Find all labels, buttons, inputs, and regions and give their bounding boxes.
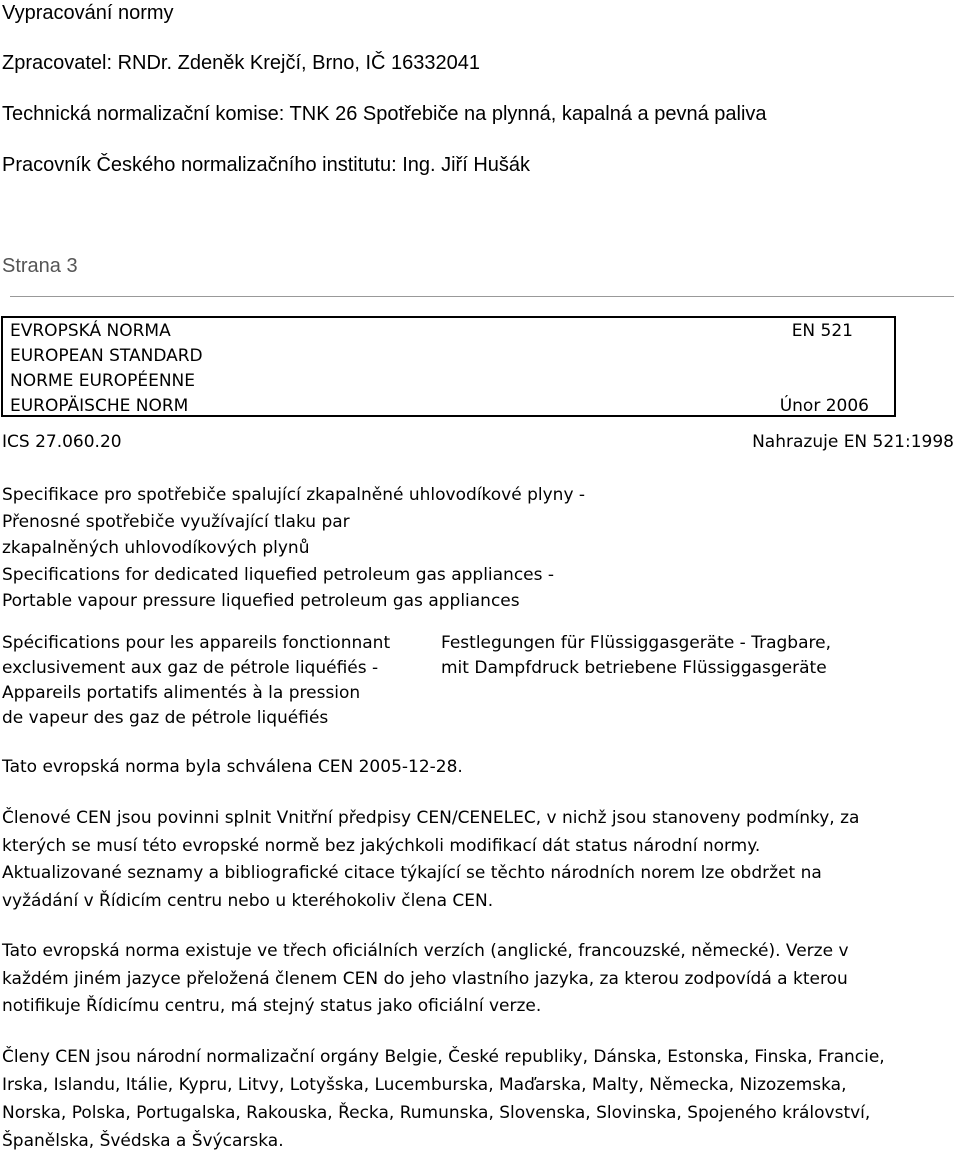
header-committee: Technická normalizační komise: TNK 26 Spotřebiče na plynná, kapalná a pevná paliva <box>2 103 767 125</box>
title-block <box>2 482 585 615</box>
page-label: Strana 3 <box>2 255 78 277</box>
title-line: Přenosné spotřebiče využívající tlaku par <box>2 511 350 532</box>
norm-date: Únor 2006 <box>779 396 869 416</box>
paragraph-members-list <box>2 1043 885 1155</box>
paragraph-versions <box>2 938 849 1021</box>
norm-name-de: EUROPÄISCHE NORM <box>10 396 189 416</box>
approval-statement: Tato evropská norma byla schválena CEN 2005-12-28. <box>2 757 463 777</box>
title-line: Portable vapour pressure liquefied petroleum gas appliances <box>2 591 520 611</box>
paragraph-line: notifikuje Řídicímu centru, má stejný status jako oficiální verze. <box>2 996 542 1016</box>
replaces-note: Nahrazuje EN 521:1998 <box>752 432 954 452</box>
norm-number: EN 521 <box>791 321 853 341</box>
header-title: Vypracování normy <box>2 2 174 24</box>
paragraph-line: Tato evropská norma existuje ve třech oficiálních verzích (anglické, francouzské, německé). Verze v <box>2 941 849 961</box>
title-line: Specifikace pro spotřebiče spalující zkapalněné uhlovodíkové plyny - <box>2 485 586 505</box>
title-line: zkapalněných uhlovodíkových plynů <box>2 538 310 558</box>
paragraph-line: Španělska, Švédska a Švýcarska. <box>2 1131 284 1151</box>
header-author: Zpracovatel: RNDr. Zdeněk Krejčí, Brno, IČ 16332041 <box>2 52 481 74</box>
paragraph-line: Irska, Islandu, Itálie, Kypru, Litvy, Lotyšska, Lucemburska, Maďarska, Malty, Německa, Nizozemska, <box>2 1075 847 1095</box>
title-line: Specifications for dedicated liquefied petroleum gas appliances - <box>2 564 555 585</box>
french-title-line: exclusivement aux gaz de pétrole liquéfiés - <box>2 658 379 678</box>
paragraph-line: vyžádání v Řídicím centru nebo u kteréhokoliv člena CEN. <box>2 890 494 911</box>
norm-name-cz: EVROPSKÁ NORMA <box>10 321 171 341</box>
paragraph-line: Norska, Polska, Portugalska, Rakouska, Řecka, Rumunska, Slovenska, Slovinska, Spojeného království, <box>2 1103 871 1123</box>
paragraph-line: Členové CEN jsou povinni splnit Vnitřní předpisy CEN/CENELEC, v nichž jsou stanoveny podmínky, za <box>2 808 860 828</box>
french-title-line: Appareils portatifs alimentés à la pression <box>2 683 361 703</box>
norm-name-en: EUROPEAN STANDARD <box>10 346 203 366</box>
paragraph-line: kterých se musí této evropské normě bez jakýchkoli modifikací dát status národní normy. <box>2 835 761 856</box>
paragraph-members-obligation <box>2 805 859 915</box>
paragraph-line: každém jiném jazyce přeložená členem CEN do jeho vlastního jazyka, za kterou zodpovídá a kterou <box>2 968 848 989</box>
german-title <box>441 631 831 681</box>
french-title-line: de vapeur des gaz de pétrole liquéfiés <box>2 708 329 728</box>
header-institute: Pracovník Českého normalizačního institutu: Ing. Jiří Hušák <box>2 154 531 176</box>
french-title-line: Spécifications pour les appareils fonctionnant <box>2 633 391 653</box>
ics-code: ICS 27.060.20 <box>2 432 122 452</box>
french-title <box>2 631 390 731</box>
german-title-line: Festlegungen für Flüssiggasgeräte - Tragbare, <box>441 633 831 653</box>
paragraph-line: Aktualizované seznamy a bibliografické citace týkající se těchto národních norem lze obdržet na <box>2 863 822 883</box>
german-title-line: mit Dampfdruck betriebene Flüssiggasgeräte <box>441 658 827 678</box>
divider-line <box>10 296 954 297</box>
norm-name-fr: NORME EUROPÉENNE <box>10 371 196 391</box>
paragraph-line: Členy CEN jsou národní normalizační orgány Belgie, České republiky, Dánska, Estonska, Finska, Francie, <box>2 1047 885 1067</box>
norm-header-box <box>1 316 896 417</box>
